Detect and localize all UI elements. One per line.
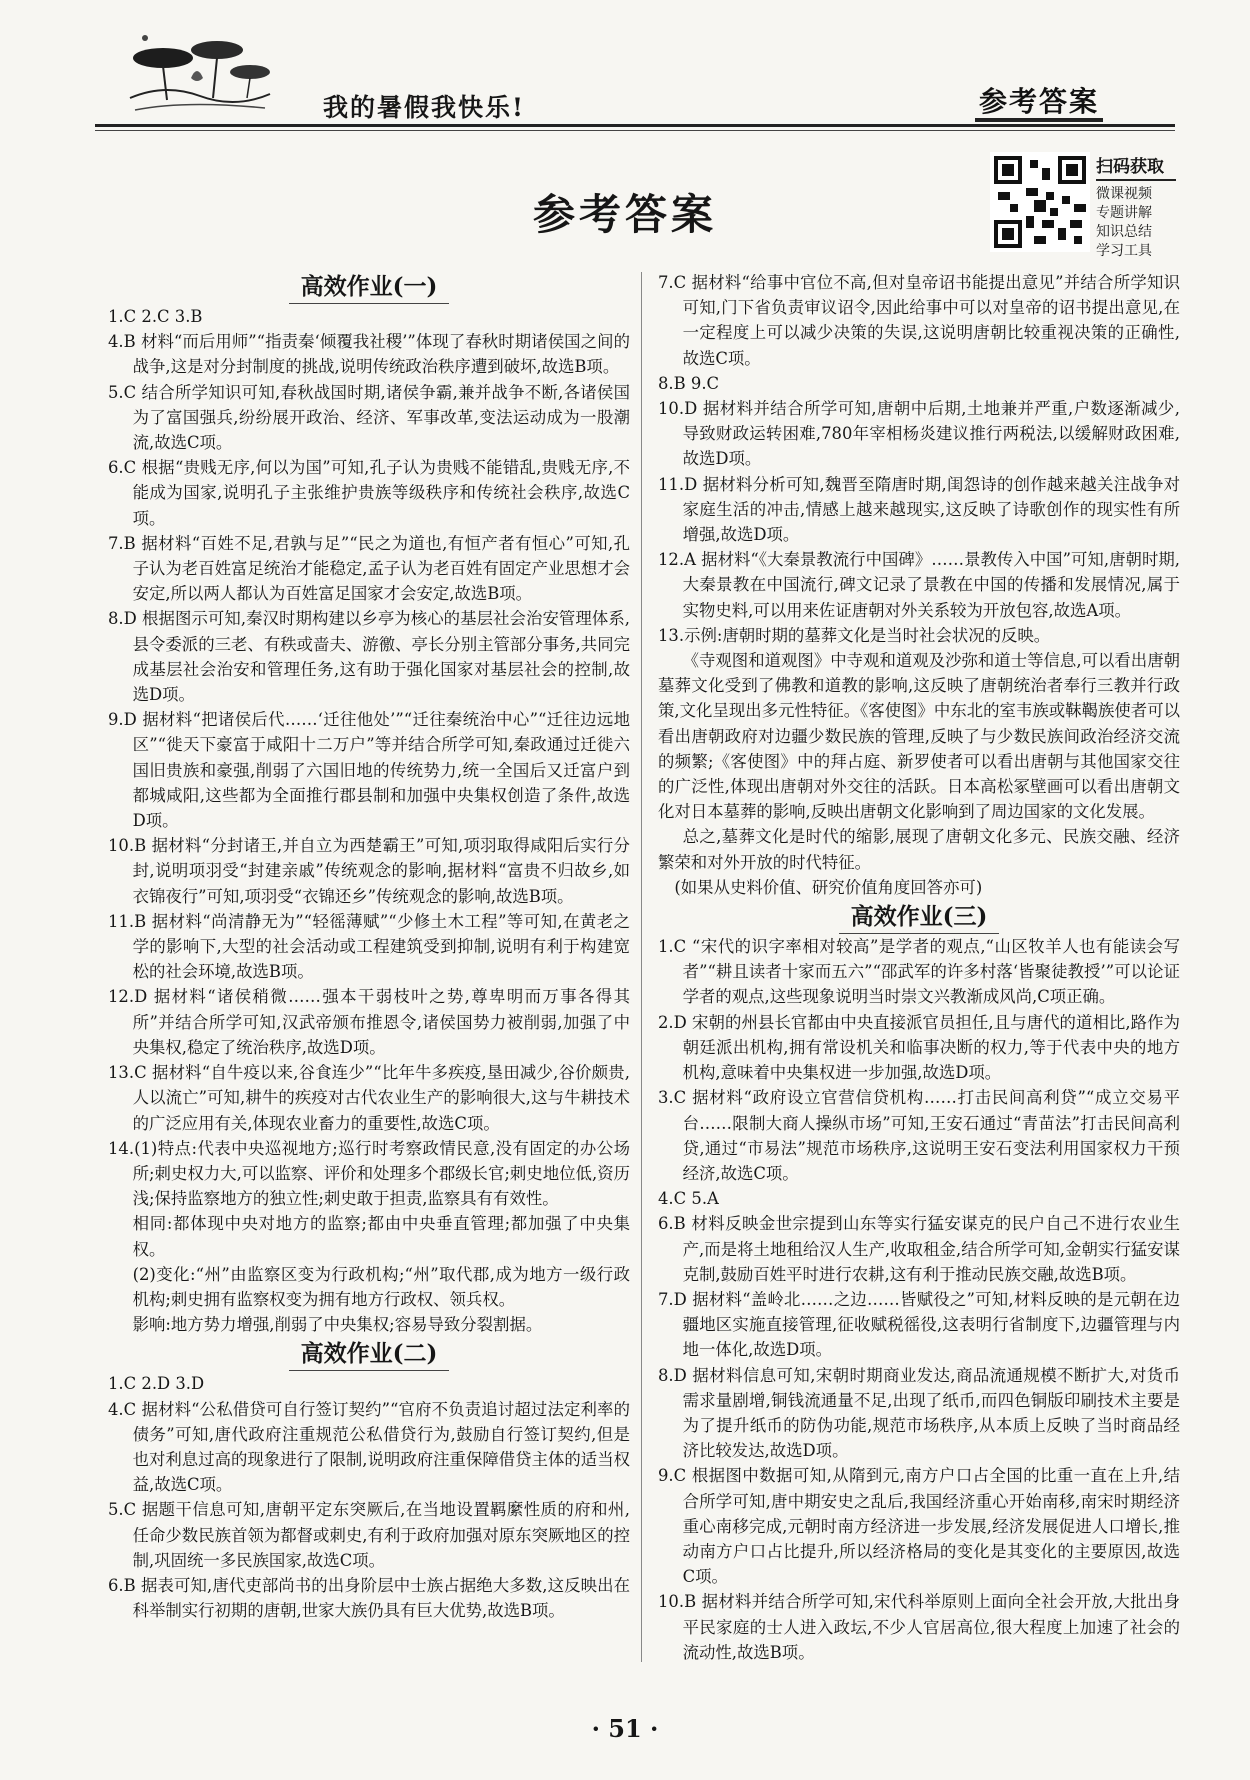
section-title: 高效作业(二)	[108, 1337, 630, 1371]
qr-line: 学习工具	[1096, 243, 1152, 259]
answer-item: 4.C 据材料“公私借贷可自行签订契约”“官府不负责追讨超过法定利率的债务”可知,唐代政府注重规范公私借贷行为,鼓励自行签订契约,但是也对利息过高的现象进行了限制,说明政府注重保障借贷主体的适当权益,故选C项。	[108, 1399, 630, 1495]
answer-item: 2.D 宋朝的州县长官都由中央直接派官员担任,且与唐代的道相比,路作为朝廷派出机构,拥有常设机关和临事决断的权力,等于代表中央的地方机构,意味着中央集权进一步加强,故选D项。	[658, 1012, 1180, 1083]
answer-item: 6.C 根据“贵贱无序,何以为国”可知,孔子认为贵贱不能错乱,贵贱无序,不能成为国家,说明孔子主张维护贵族等级秩序和传统社会秩序,故选C项。	[108, 458, 630, 528]
qr-title: 扫码获取	[1096, 152, 1176, 181]
answer-item: 10.B 据材料“分封诸王,并自立为西楚霸王”可知,项羽取得咸阳后实行分封,说明项羽受“封建亲戚”传统观念的影响,据材料“富贵不归故乡,如衣锦夜行”可知,项羽受“衣锦还乡”传统观念的影响,故选B项。	[108, 836, 630, 906]
answer-item: 11.B 据材料“尚清静无为”“轻徭薄赋”“少修土木工程”等可知,在黄老之学的影响下,大型的社会活动或工程建筑受到抑制,说明有利于构建宽松的社会环境,故选B项。	[108, 911, 630, 982]
page-number: · 51 ·	[591, 1714, 659, 1743]
answer-item: 4.B 材料“而后用师”“指责秦‘倾覆我社稷’”体现了春秋时期诸侯国之间的战争,这是对分封制度的挑战,说明传统政治秩序遭到破坏,故选B项。	[108, 332, 630, 377]
right-column	[658, 270, 1180, 1665]
answer-item: 14.(1)特点:代表中央巡视地方;巡行时考察政情民意,没有固定的办公场所;刺史权力大,可以监察、评价和处理多个郡级长官;刺史地位低,资历浅;保持监察地方的独立性;刺史敢于担责,监察具有有效性。	[108, 1138, 630, 1209]
qr-line: 微课视频	[1096, 186, 1152, 202]
column-divider	[641, 272, 642, 1662]
answer-item: 13.示例:唐朝时期的墓葬文化是当时社会状况的反映。	[658, 625, 1051, 645]
answer-item: 6.B 据表可知,唐代吏部尚书的出身阶层中士族占据绝大多数,这反映出在科举制实行初期的唐朝,世家大族仍具有巨大优势,故选B项。	[108, 1575, 630, 1621]
answer-item: 13.C 据材料“自牛疫以来,谷食连少”“比年牛多疾疫,垦田减少,谷价颇贵,人以流亡”可知,耕牛的疾疫对古代农业生产的影响很大,这与牛耕技术的广泛应用有关,体现农业畜力的重要性,故选C项。	[108, 1063, 630, 1133]
answer-item: 7.D 据材料“盖岭北……之边……皆赋役之”可知,材料反映的是元朝在边疆地区实施直接管理,征收赋税徭役,这表明行省制度下,边疆管理与内地一体化,故选D项。	[658, 1289, 1180, 1360]
answer-subpart: (2)变化:“州”由监察区变为行政机构;“州”取代郡,成为地方一级行政机构;刺史拥有监察权变为拥有地方行政权、领兵权。	[132, 1264, 630, 1309]
answer-item: 12.A 据材料“《大秦景教流行中国碑》……景教传入中国”可知,唐朝时期,大秦景教在中国流行,碑文记录了景教在中国的传播和发展情况,属于实物史料,可以用来佐证唐朝对外关系较为开放包容,故选A项。	[658, 550, 1180, 620]
answer-item: 8.D 根据图示可知,秦汉时期构建以乡亭为核心的基层社会治安管理体系,县令委派的三老、有秩或啬夫、游徼、亭长分别主管部分事务,共同完成基层社会治安和管理任务,这有助于强化国家对基层社会的控制,故选D项。	[108, 609, 630, 705]
answer-item: 1.C 2.D 3.D	[108, 1374, 205, 1394]
answer-item: 1.C 2.C 3.B	[108, 307, 203, 326]
header-rule-thin	[95, 130, 1175, 131]
answer-item: 10.D 据材料并结合所学可知,唐朝中后期,土地兼并严重,户数逐渐减少,导致财政运转困难,780年宰相杨炎建议推行两税法,以缓解财政困难,故选D项。	[658, 399, 1180, 469]
answer-item: 7.B 据材料“百姓不足,君孰与足”“民之为道也,有恒产者有恒心”可知,孔子认为老百姓富足统治才能稳定,孟子认为老百姓有固定产业思想才会安定,所以两人都认为百姓富足国家才会安定,故选B项。	[108, 533, 630, 604]
left-column	[108, 270, 630, 1623]
page-title: 参考答案	[532, 190, 717, 239]
answer-item: 5.C 结合所学知识可知,春秋战国时期,诸侯争霸,兼并战争不断,各诸侯国为了富国强兵,纷纷展开政治、经济、军事改革,变法运动成为一股潮流,故选C项。	[108, 382, 630, 453]
answer-note: (如果从史料价值、研究价值角度回答亦可)	[674, 877, 983, 897]
answer-item: 9.C 根据图中数据可知,从隋到元,南方户口占全国的比重一直在上升,结合所学可知,唐中期安史之乱后,我国经济重心开始南移,南宋时期经济重心南移完成,元朝时南方经济进一步发展,经济发展促进人口增长,推动南方户口占比提升,所以经济格局的变化是其变化的主要原因,故选C项。	[658, 1466, 1180, 1587]
qr-line: 知识总结	[1096, 224, 1152, 240]
answer-item: 5.C 据题干信息可知,唐朝平定东突厥后,在当地设置羁縻性质的府和州,任命少数民族首领为都督或刺史,有利于政府加强对原东突厥地区的控制,巩固统一多民族国家,故选C项。	[108, 1500, 630, 1570]
header-badge: 参考答案	[975, 86, 1103, 122]
answer-item: 8.D 据材料信息可知,宋朝时期商业发达,商品流通规模不断扩大,对货币需求量剧增,铜钱流通量不足,出现了纸币,而四色铜版印刷技术主要是为了提升纸币的防伪功能,规范市场秩序,从本质上反映了当时商品经济比较发达,故选D项。	[658, 1365, 1180, 1461]
answer-item: 7.C 据材料“给事中官位不高,但对皇帝诏书能提出意见”并结合所学知识可知,门下省负责审议诏令,因此给事中可以对皇帝的诏书提出意见,在一定程度上可以减少决策的失误,这说明唐朝比较重视决策的正确性,故选C项。	[658, 273, 1180, 368]
header-slogan: 我的暑假我快乐!	[323, 93, 525, 122]
section-title: 高效作业(三)	[658, 900, 1180, 934]
answer-item: 3.C 据材料“政府设立官营信贷机构……打击民间高利贷”“成立交易平台……限制大商人操纵市场”可知,王安石通过“青苗法”打击民间高利贷,通过“市易法”规范市场秩序,这说明王安石变法利用国家权力干预经济,故选C项。	[658, 1088, 1180, 1183]
page-header	[0, 0, 1250, 130]
section-title: 高效作业(一)	[108, 270, 630, 304]
lotus-ink-painting	[125, 28, 275, 123]
answer-item: 11.D 据材料分析可知,魏晋至隋唐时期,闺怨诗的创作越来越关注战争对家庭生活的冲击,情感上越来越现实,这反映了诗歌创作的现实性有所增强,故选D项。	[658, 474, 1180, 545]
header-rule	[95, 124, 1175, 127]
answer-item: 12.D 据材料“诸侯稍微……强本干弱枝叶之势,尊卑明而万事各得其所”并结合所学可知,汉武帝颁布推恩令,诸侯国势力被削弱,加强了中央集权,稳定了统治秩序,故选D项。	[108, 987, 630, 1057]
answer-subpart: 影响:地方势力增强,削弱了中央集权;容易导致分裂割据。	[132, 1315, 543, 1335]
answer-item: 9.D 据材料“把诸侯后代……‘迁往他处’”“迁往秦统治中心”“迁往边远地区”“徙天下豪富于咸阳十二万户”等并结合所学可知,秦政通过迁徙六国旧贵族和豪强,削弱了六国旧地的传统势力,统一全国后又迁富户到都城咸阳,这些都为全面推行郡县制和加强中央集权创造了条件,故选D项。	[108, 710, 630, 831]
qr-line: 专题讲解	[1096, 205, 1152, 221]
answer-paragraph: 《寺观图和道观图》中寺观和道观及沙弥和道士等信息,可以看出唐朝墓葬文化受到了佛教和道教的影响,这反映了唐朝统治者奉行三教并行政策,文化呈现出多元性特征。《客使图》中东北的室韦族或靺鞨族使者可以看出唐朝政府对边疆少数民族的管理,反映了与少数民族间政治经济交流的频繁;《客使图》中的拜占庭、新罗使者可以看出唐朝与其他国家交往的广泛性,体现出唐朝对外交往的活跃。日本高松冢壁画可以看出唐朝文化对日本墓葬的影响,反映出唐朝文化影响到了周边国家的文化发展。	[658, 651, 1180, 822]
answer-paragraph: 总之,墓葬文化是时代的缩影,展现了唐朝文化多元、民族交融、经济繁荣和对外开放的时代特征。	[658, 827, 1180, 872]
answer-item: 8.B 9.C	[658, 373, 720, 393]
answer-item: 4.C 5.A	[658, 1189, 719, 1209]
answer-item: 10.B 据材料并结合所学可知,宋代科举原则上面向全社会开放,大批出身平民家庭的士人进入政坛,不少人官居高位,很大程度上加速了社会的流动性,故选B项。	[658, 1592, 1180, 1662]
answer-subpart: 相同:都体现中央对地方的监察;都由中央垂直管理;都加强了中央集权。	[132, 1214, 630, 1259]
answer-item: 6.B 材料反映金世宗提到山东等实行猛安谋克的民户自己不进行农业生产,而是将土地租给汉人生产,收取租金,结合所学可知,金朝实行猛安谋克制,鼓励百姓平时进行农耕,这有利于推动民族交融,故选B项。	[658, 1214, 1180, 1284]
answer-item: 1.C “宋代的识字率相对较高”是学者的观点,“山区牧羊人也有能读会写者”“耕且读者十家而五六”“邵武军的许多村落‘皆聚徒教授’”可以论证学者的观点,这些现象说明当时崇文兴教渐成风尚,C项正确。	[658, 937, 1180, 1007]
